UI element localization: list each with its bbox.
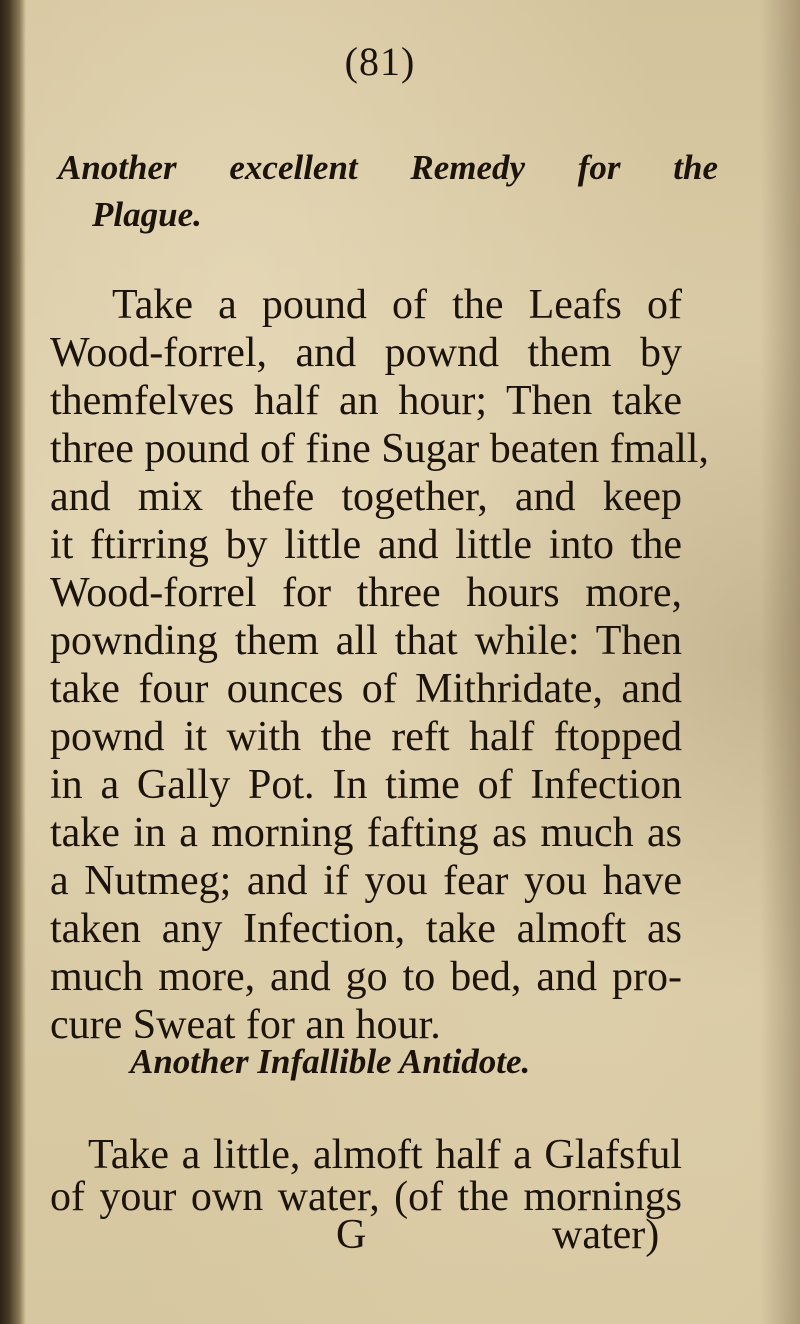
text-line: a Nutmeg; and if you fear you have — [50, 858, 682, 904]
text-line: three pound of fine Sugar beaten fmall, — [50, 426, 709, 472]
text-line: of your own water, (of the mornings — [50, 1174, 682, 1220]
text-line: cure Sweat for an hour. — [50, 1002, 441, 1048]
text-line: take in a morning fafting as much as — [50, 810, 682, 856]
text-line: pownd it with the reft half ftopped — [50, 714, 682, 760]
text-line: Take a pound of the Leafs of — [112, 282, 682, 328]
text-line: Wood-forrel, and pownd them by — [50, 330, 682, 376]
text-line: pownding them all that while: Then — [50, 618, 682, 664]
text-line: themfelves half an hour; Then take — [50, 378, 682, 424]
text-line: much more, and go to bed, and pro- — [50, 954, 682, 1000]
section-heading-remedy: Another excellent Remedy for the — [58, 148, 718, 187]
section-heading-antidote: Another Infallible Antidote. — [130, 1042, 531, 1081]
text-line: Take a little, almoft half a Glafsful — [88, 1132, 682, 1178]
page-number: (81) — [344, 39, 416, 84]
signature-mark: G — [336, 1212, 367, 1258]
text-line: it ftirring by little and little into the — [50, 522, 682, 568]
section-heading-remedy-continued: Plague. — [92, 195, 202, 234]
text-line: in a Gally Pot. In time of Infection — [50, 762, 682, 808]
text-line: taken any Infection, take almoft as — [50, 906, 682, 952]
text-line: and mix thefe together, and keep — [50, 474, 682, 520]
page-edge-shadow — [760, 0, 800, 1324]
catchword: water) — [552, 1212, 660, 1258]
text-line: take four ounces of Mithridate, and — [50, 666, 682, 712]
text-line: Wood-forrel for three hours more, — [50, 570, 682, 616]
binding-shadow — [0, 0, 26, 1324]
